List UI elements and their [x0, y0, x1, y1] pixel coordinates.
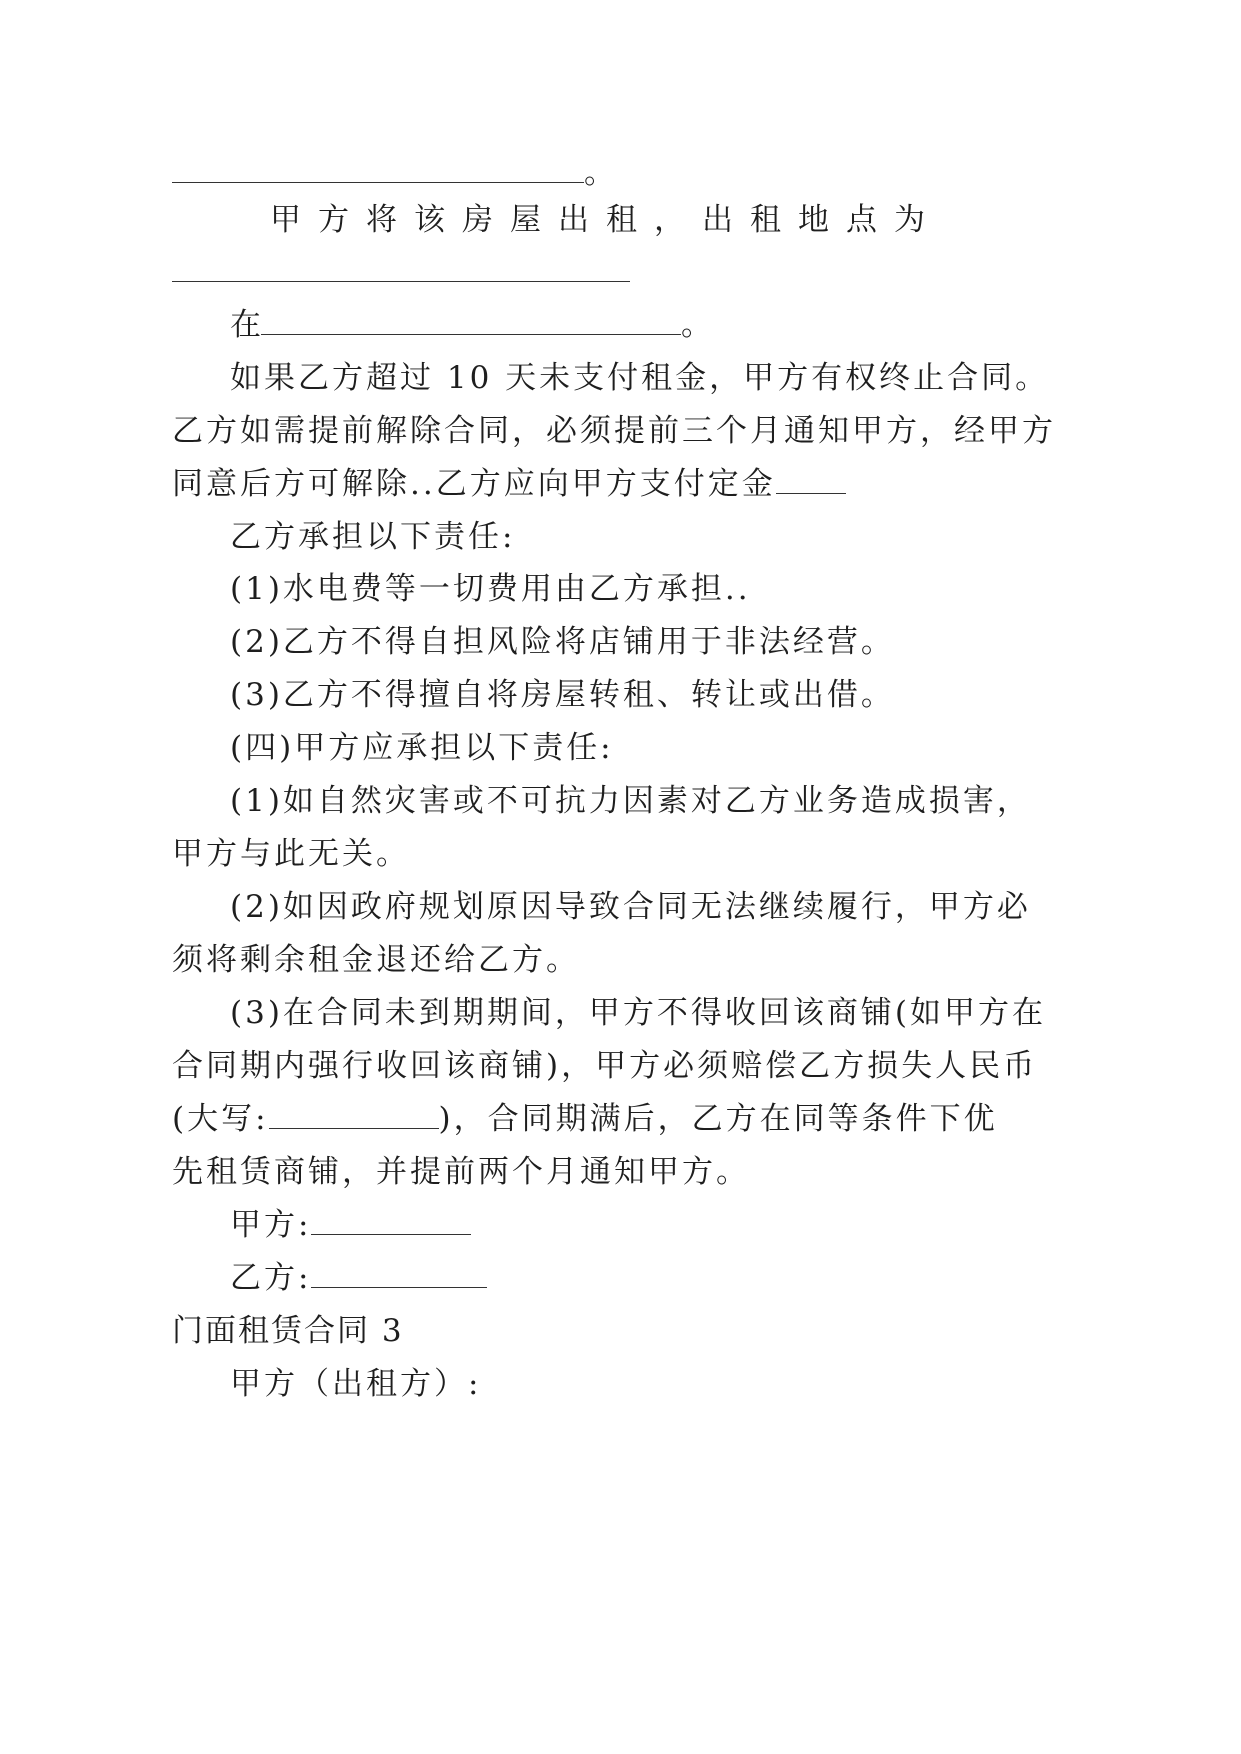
line-text: )，合同期满后，乙方在同等条件下优 [438, 1101, 998, 1137]
text-line [230, 622, 895, 662]
line-text: 甲方: [230, 1207, 312, 1243]
line-text: 甲方与此无关。 [172, 836, 410, 872]
text-line [230, 728, 614, 768]
line-text: (2)乙方不得自担风险将店铺用于非法经营。 [230, 624, 895, 660]
text-line [230, 305, 712, 345]
text-line [172, 153, 615, 193]
line-text: 门面租赁合同 3 [172, 1313, 404, 1349]
line-text: (1)如自然灾害或不可抗力因素对乙方业务造成损害， [230, 783, 1031, 819]
line-text: 乙方如需提前解除合同，必须提前三个月通知甲方，经甲方 [172, 413, 1056, 449]
line-text: 在 [230, 307, 261, 343]
line-text: (2)如因政府规划原因导致合同无法继续履行，甲方必 [230, 889, 1031, 925]
blank-field [776, 467, 846, 494]
blank-field [172, 255, 630, 282]
line-text: (1)水电费等一切费用由乙方承担.. [230, 571, 751, 607]
line-text: 甲方（出租方）: [230, 1366, 482, 1402]
text-line [172, 252, 630, 292]
line-text: (大写: [172, 1101, 269, 1137]
text-line [172, 1046, 1037, 1086]
line-text: (四)甲方应承担以下责任: [230, 730, 614, 766]
text-line [230, 358, 1049, 398]
text-line [172, 834, 410, 874]
text-line [230, 887, 1031, 927]
text-line [230, 781, 1031, 821]
line-text: 合同期内强行收回该商铺)，甲方必须赔偿乙方损失人民币 [172, 1048, 1038, 1084]
line-text: 先租赁商铺，并提前两个月通知甲方。 [172, 1154, 750, 1190]
text-line [230, 1205, 471, 1245]
line-text: (3)乙方不得擅自将房屋转租、转让或出借。 [230, 677, 895, 713]
blank-field [311, 1208, 471, 1235]
line-text: 。 [584, 155, 615, 191]
text-line [230, 993, 1046, 1033]
line-text: 同意后方可解除..乙方应向甲方支付定金 [172, 466, 776, 502]
text-line [172, 1152, 750, 1192]
line-text: 。 [681, 307, 712, 343]
text-line [230, 1258, 487, 1298]
text-line [230, 569, 751, 609]
text-line [172, 1099, 998, 1139]
line-text: 乙方承担以下责任: [230, 519, 516, 555]
blank-field [172, 156, 584, 183]
text-line [270, 200, 942, 240]
text-line [172, 464, 846, 504]
line-text: 甲方将该房屋出租，出租地点为 [270, 202, 942, 238]
line-text: 须将剩余租金退还给乙方。 [172, 942, 580, 978]
text-line [230, 517, 515, 557]
line-text: 乙方: [230, 1260, 312, 1296]
text-line [172, 411, 1056, 451]
line-text: (3)在合同未到期期间，甲方不得收回该商铺(如甲方在 [230, 995, 1047, 1031]
line-text: 如果乙方超过 10 天未支付租金，甲方有权终止合同。 [230, 360, 1050, 396]
blank-field [311, 1261, 487, 1288]
text-line [230, 675, 895, 715]
text-line [230, 1364, 481, 1404]
section-heading [172, 1311, 404, 1351]
blank-field [269, 1102, 439, 1129]
text-line [172, 940, 580, 980]
blank-field [261, 308, 681, 335]
